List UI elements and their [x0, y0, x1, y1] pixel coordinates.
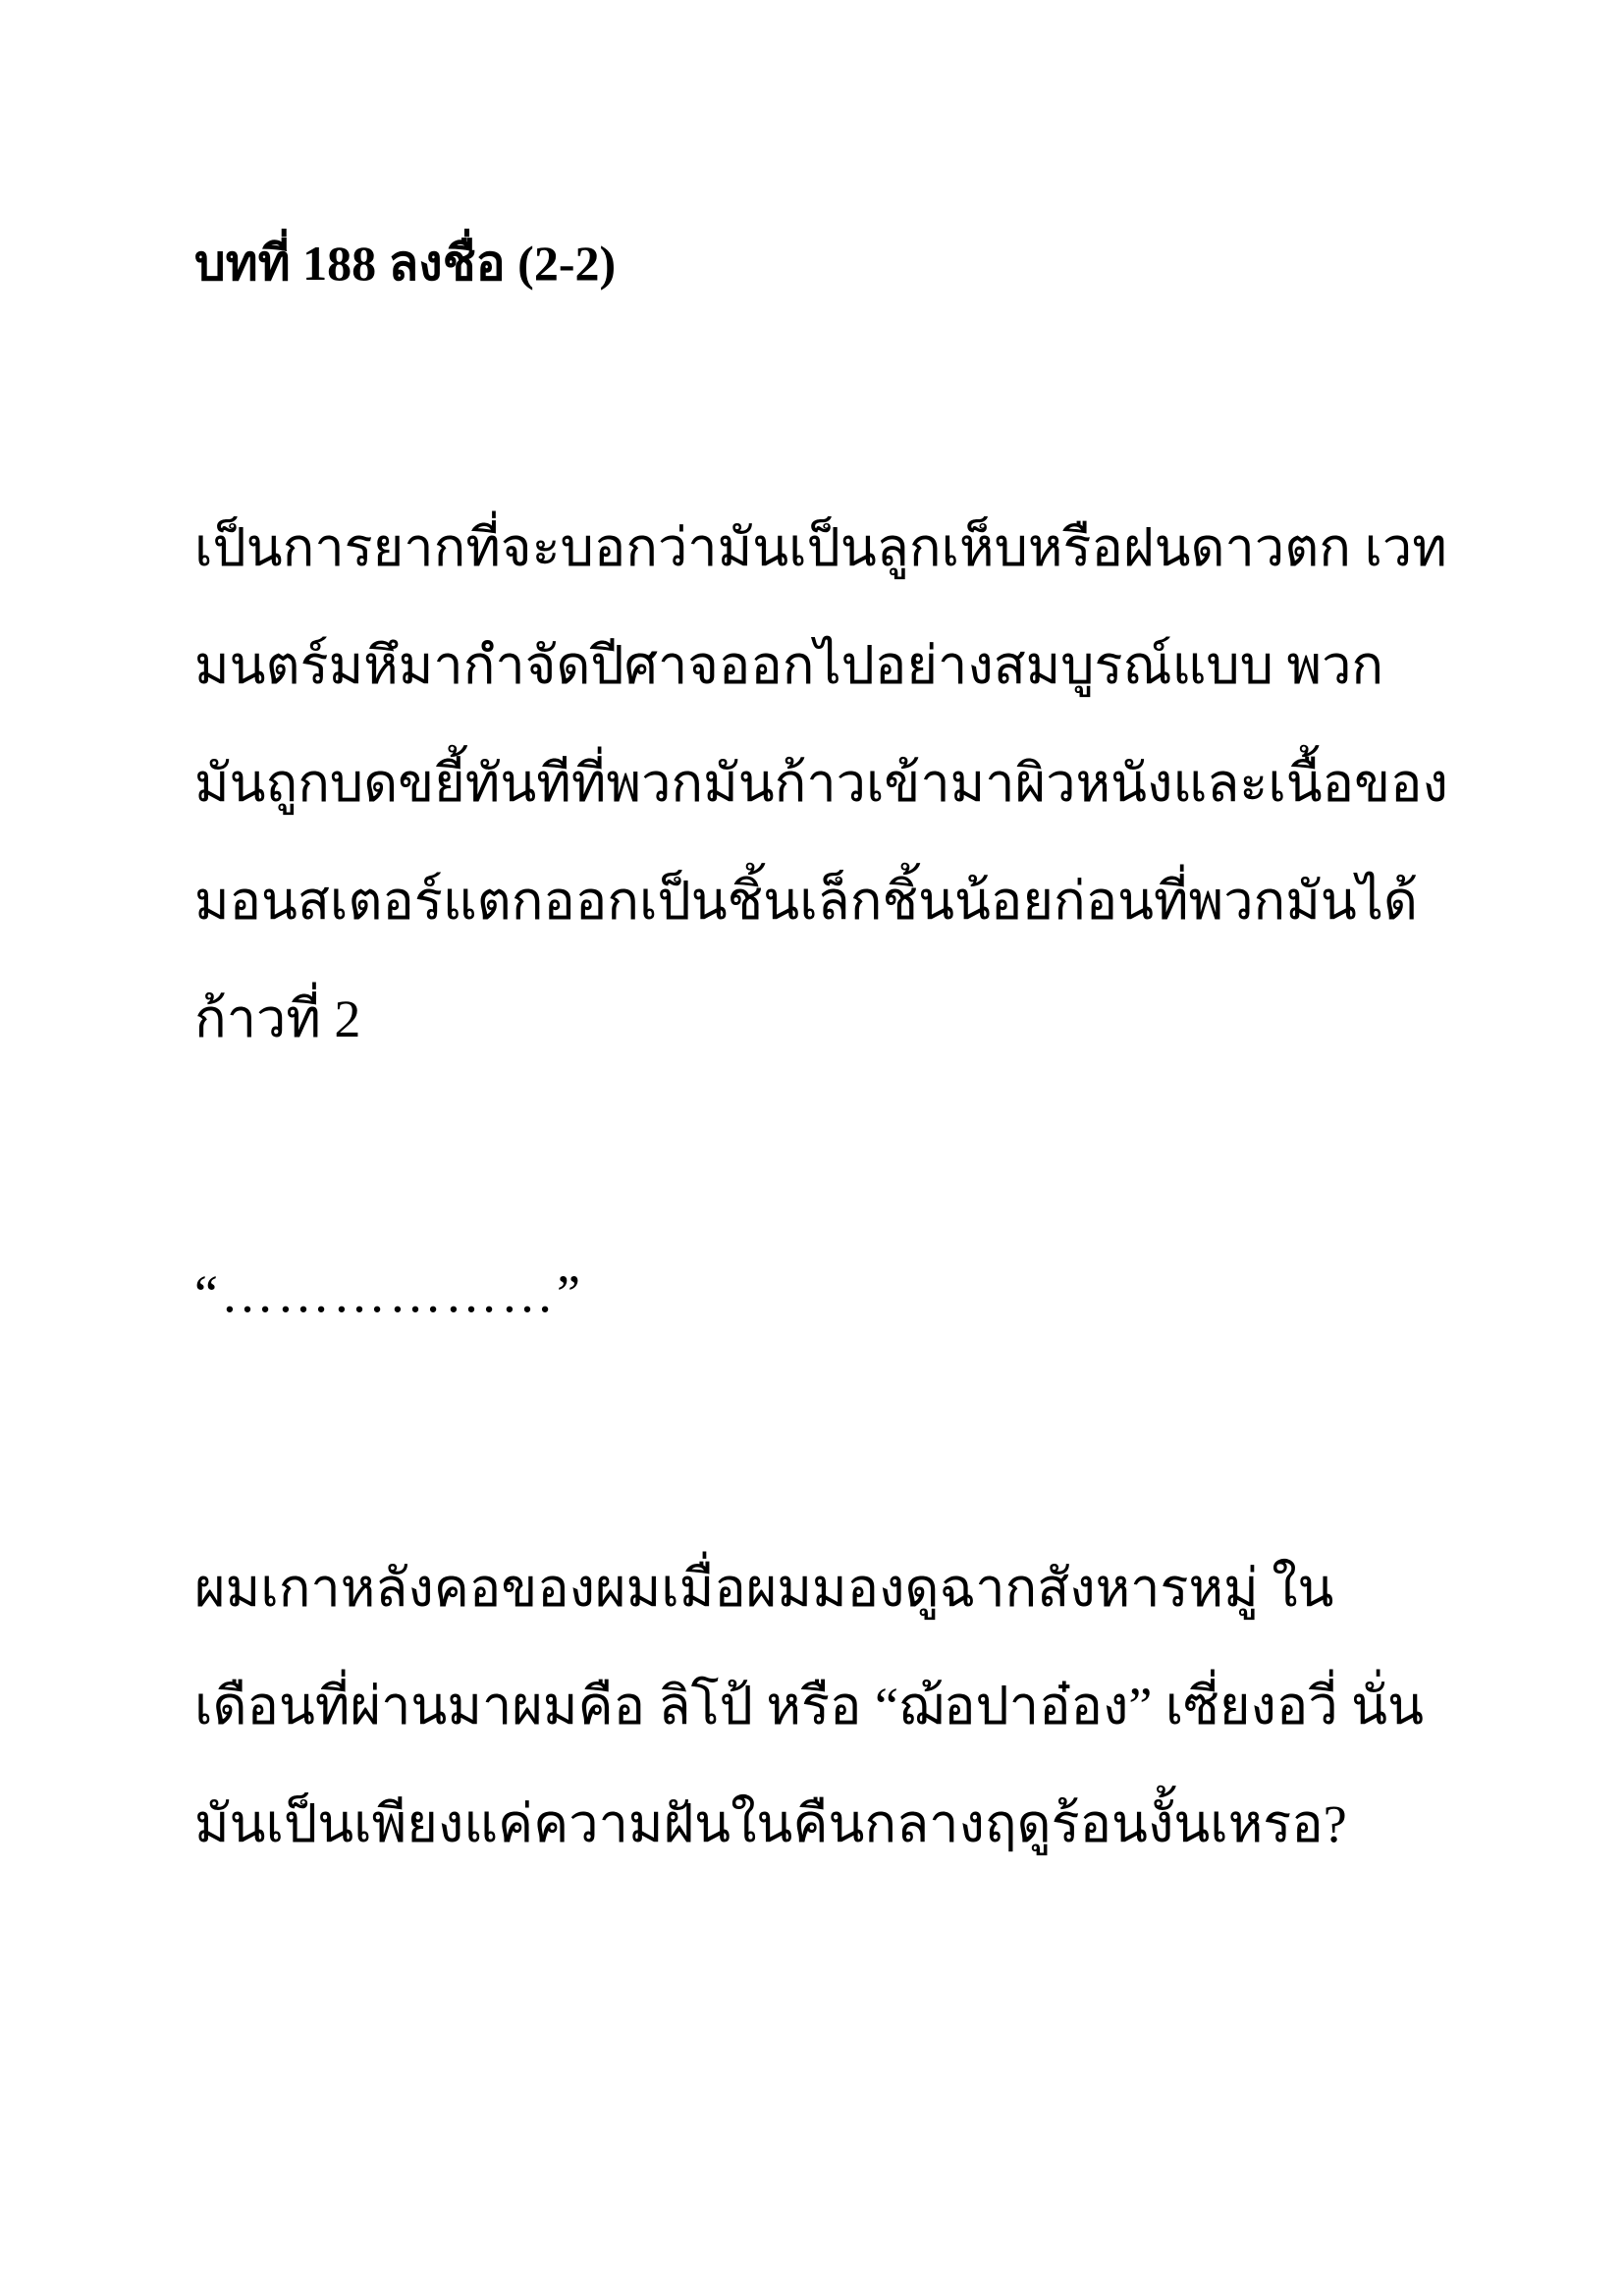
- chapter-title: บทที่ 188 ลงชื่อ (2-2): [194, 236, 617, 291]
- paragraph-line: เป็นการยากที่จะบอกว่ามันเป็นลูกเห็บหรือฝนดาวตก เวท: [194, 518, 1447, 577]
- paragraph-line: ก้าวที่ 2: [194, 989, 361, 1048]
- paragraph-line: มันเป็นเพียงแค่ความฝันในคืนกลางฤดูร้อนงั้นเหรอ?: [194, 1794, 1347, 1853]
- paragraph-line: มันถูกบดขยี้ทันทีที่พวกมันก้าวเข้ามาผิวหนังและเนื้อของ: [194, 754, 1448, 813]
- paragraph-line: ผมเกาหลังคอของผมเมื่อผมมองดูฉากสังหารหมู่ ใน: [194, 1559, 1334, 1618]
- ellipsis-quote: “………………”: [194, 1264, 583, 1323]
- paragraph-line: เดือนที่ผ่านมาผมคือ ลิโป้ หรือ “ฌ้อปาอ๋อง” เซี่ยงอวี่ นั่น: [194, 1677, 1424, 1735]
- paragraph-line: มนตร์มหึมากำจัดปีศาจออกไปอย่างสมบูรณ์แบบ พวก: [194, 636, 1384, 695]
- paragraph-line: มอนสเตอร์แตกออกเป็นชิ้นเล็กชิ้นน้อยก่อนที่พวกมันได้: [194, 872, 1418, 931]
